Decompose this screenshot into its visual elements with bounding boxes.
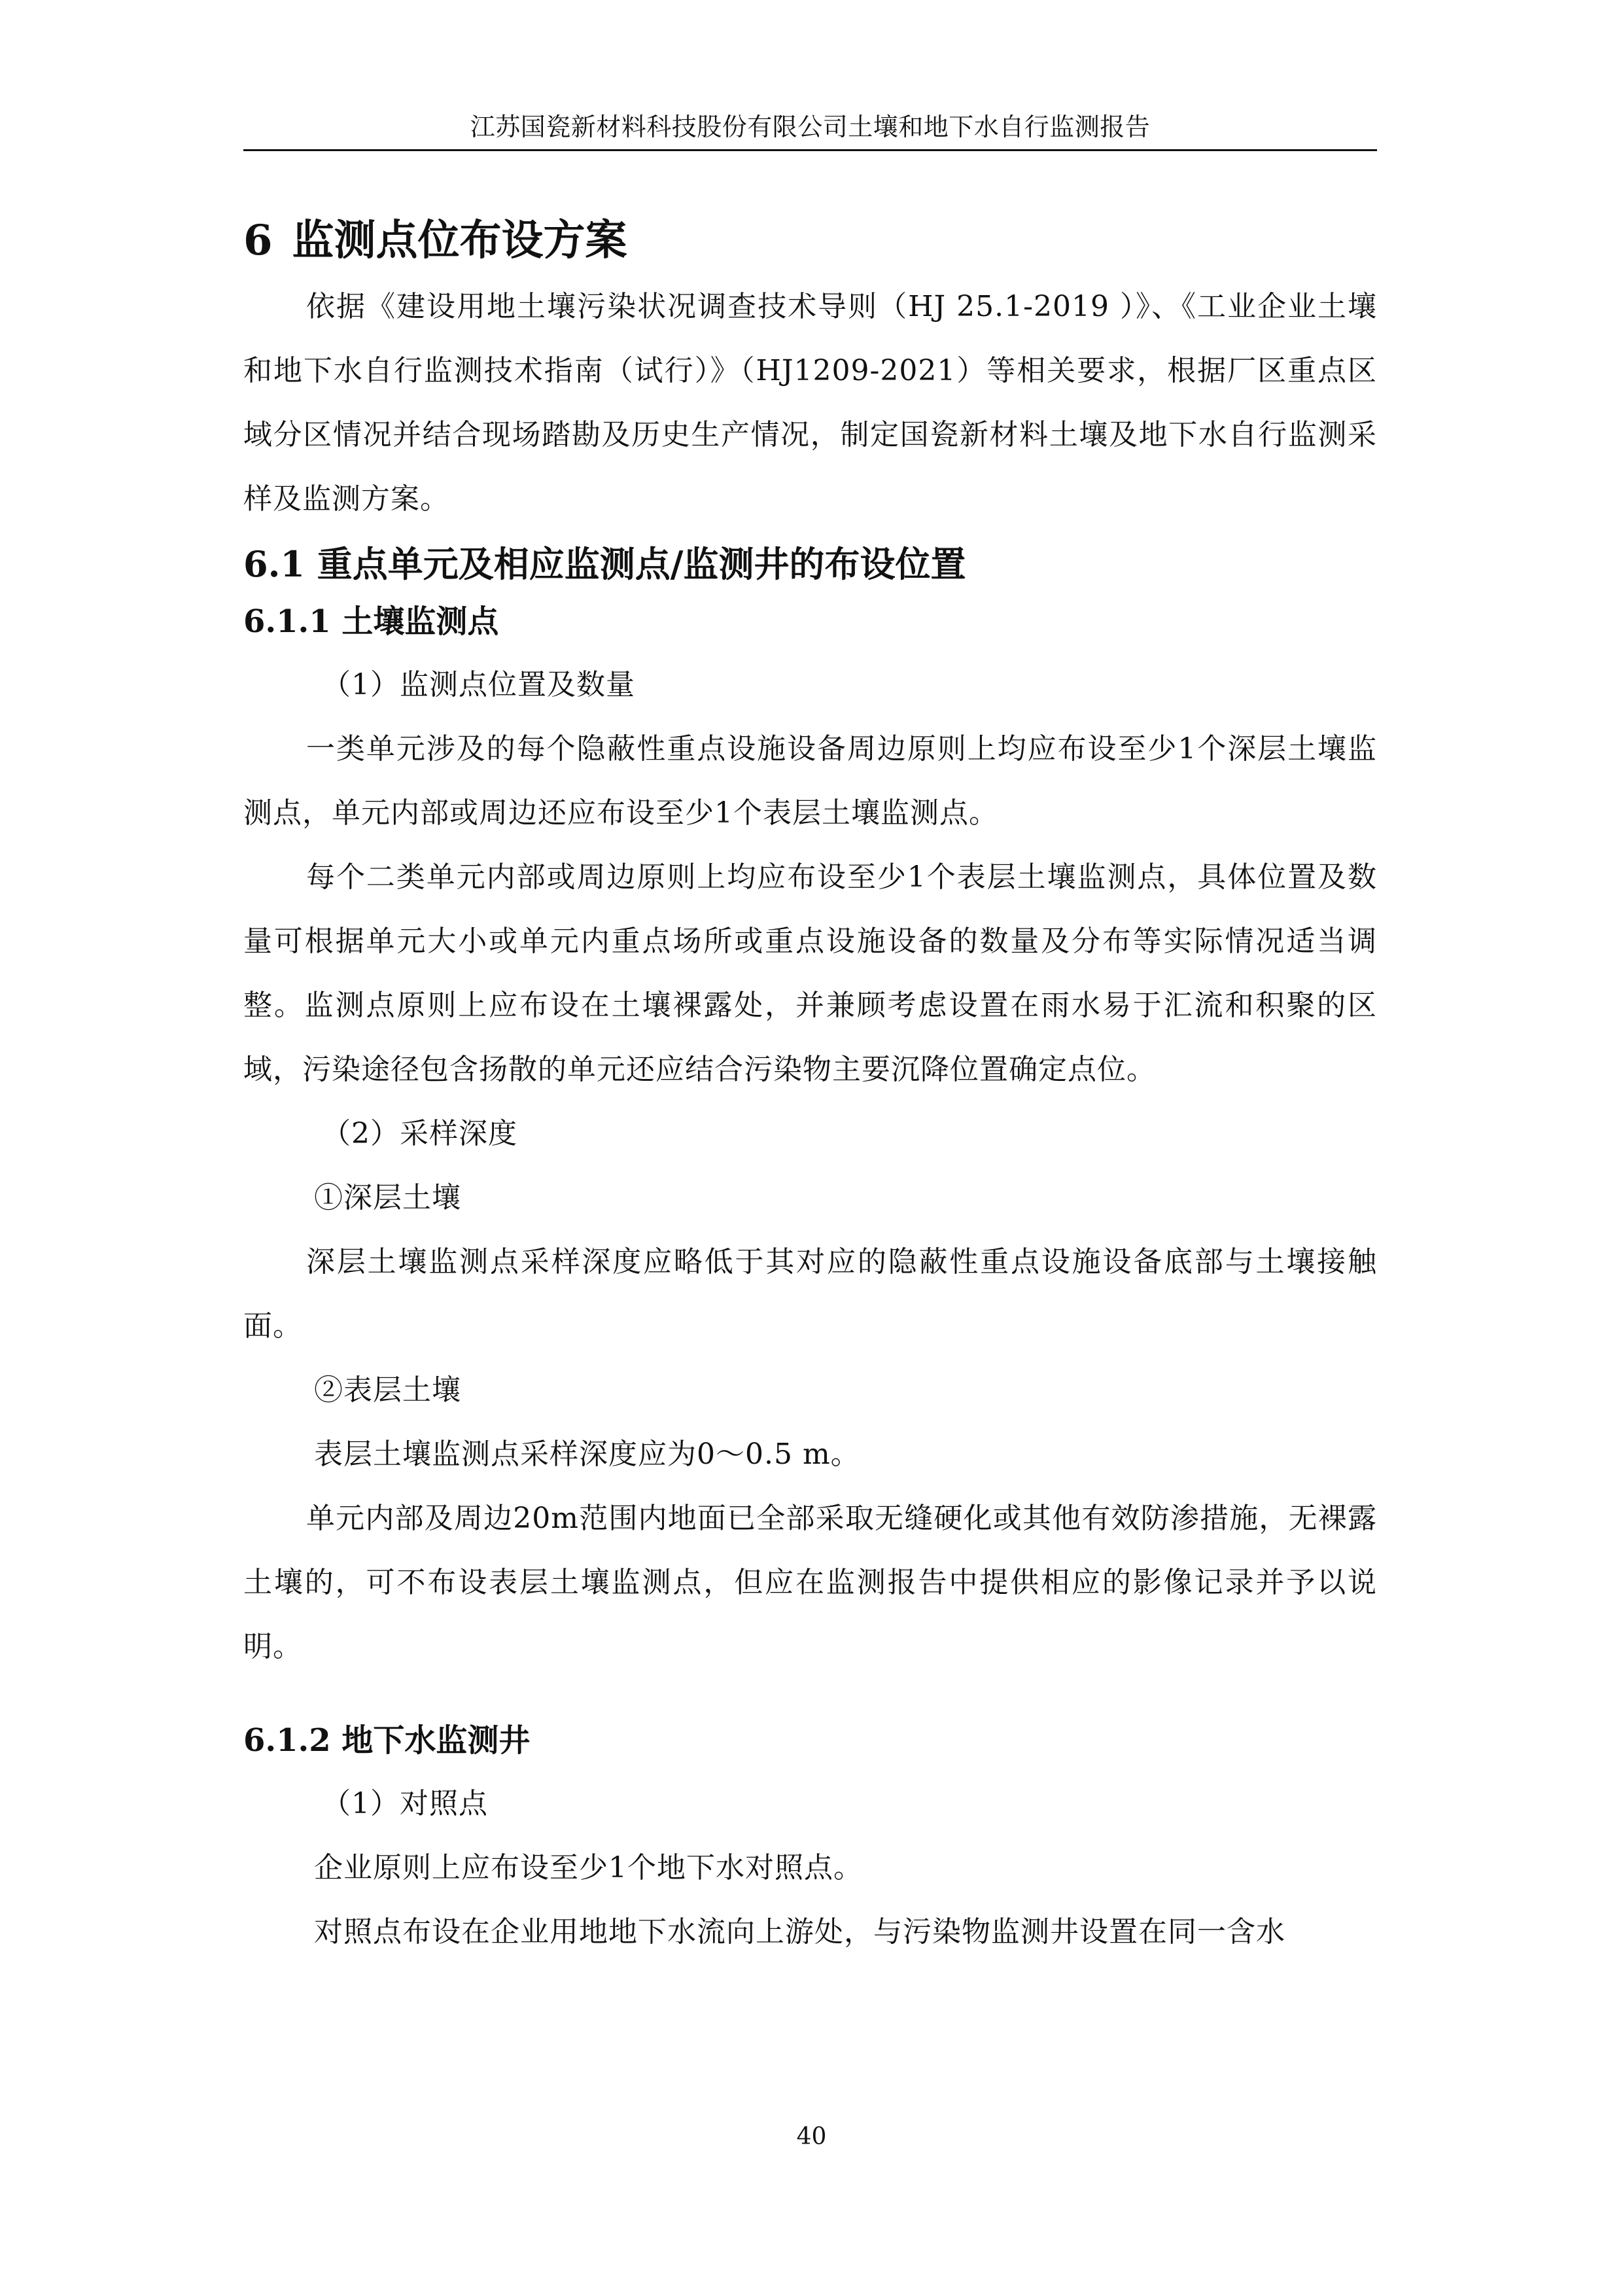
soil-item-2-title: （2）采样深度 <box>322 1117 517 1150</box>
running-header: 江苏国瓷新材料科技股份有限公司土壤和地下水自行监测报告 <box>470 113 1151 141</box>
soil-paragraph-2: 每个二类单元内部或周边原则上均应布设至少1个表层土壤监测点，具体位置及数量可根据单元大小或单元内重点场所或重点设施设备的数量及分布等实际情况适当调整。监测点原则上应布设在土壤裸露处，并兼顾考虑设置在雨水易于汇流和积聚的区域，污染途径包含扬散的单元还应结合污染物主要沉降位置确定点位。 <box>243 860 1377 1086</box>
section-6-heading <box>243 209 1377 272</box>
soil-paragraph-1: 一类单元涉及的每个隐蔽性重点设施设备周边原则上均应布设至少1个深层土壤监测点，单元内部或周边还应布设至少1个表层土壤监测点。 <box>243 732 1377 830</box>
section-6-1-2-heading: 6.1.2 地下水监测井 <box>243 1722 531 1759</box>
surface-soil-title: ②表层土壤 <box>314 1373 461 1407</box>
groundwater-paragraph-1: 企业原则上应布设至少1个地下水对照点。 <box>314 1851 863 1884</box>
section-6-intro-paragraph: 依据《建设用地土壤污染状况调查技术导则（HJ 25.1-2019 ）》、《工业企业土壤和地下水自行监测技术指南（试行）》（HJ1209-2021）等相关要求，根据厂区重点区域分区情况并结合现场踏勘及历史生产情况，制定国瓷新材料土壤及地下水自行监测采样及监测方案。 <box>243 290 1377 516</box>
section-6-1-1-heading: 6.1.1 土壤监测点 <box>243 603 499 640</box>
deep-soil-title: ①深层土壤 <box>314 1181 461 1214</box>
section-6-1-heading: 6.1 重点单元及相应监测点/监测井的布设位置 <box>243 543 966 585</box>
groundwater-paragraph-2: 对照点布设在企业用地地下水流向上游处，与污染物监测井设置在同一含水 <box>314 1915 1285 1949</box>
section-6-number: 6 <box>243 216 273 265</box>
surface-soil-exemption-text: 单元内部及周边20m范围内地面已全部采取无缝硬化或其他有效防渗措施，无裸露土壤的，可不布设表层土壤监测点，但应在监测报告中提供相应的影像记录并予以说明。 <box>243 1502 1377 1663</box>
deep-soil-text: 深层土壤监测点采样深度应略低于其对应的隐蔽性重点设施设备底部与土壤接触面。 <box>243 1245 1377 1343</box>
groundwater-item-1-title: （1）对照点 <box>322 1787 488 1820</box>
header-divider <box>243 149 1377 151</box>
section-6-title: 监测点位布设方案 <box>292 216 627 265</box>
soil-item-1-title: （1）监测点位置及数量 <box>322 668 635 701</box>
surface-soil-text: 表层土壤监测点采样深度应为0～0.5 m。 <box>314 1438 860 1471</box>
page-number: 40 <box>796 2123 827 2150</box>
page-body <box>243 196 1377 1964</box>
